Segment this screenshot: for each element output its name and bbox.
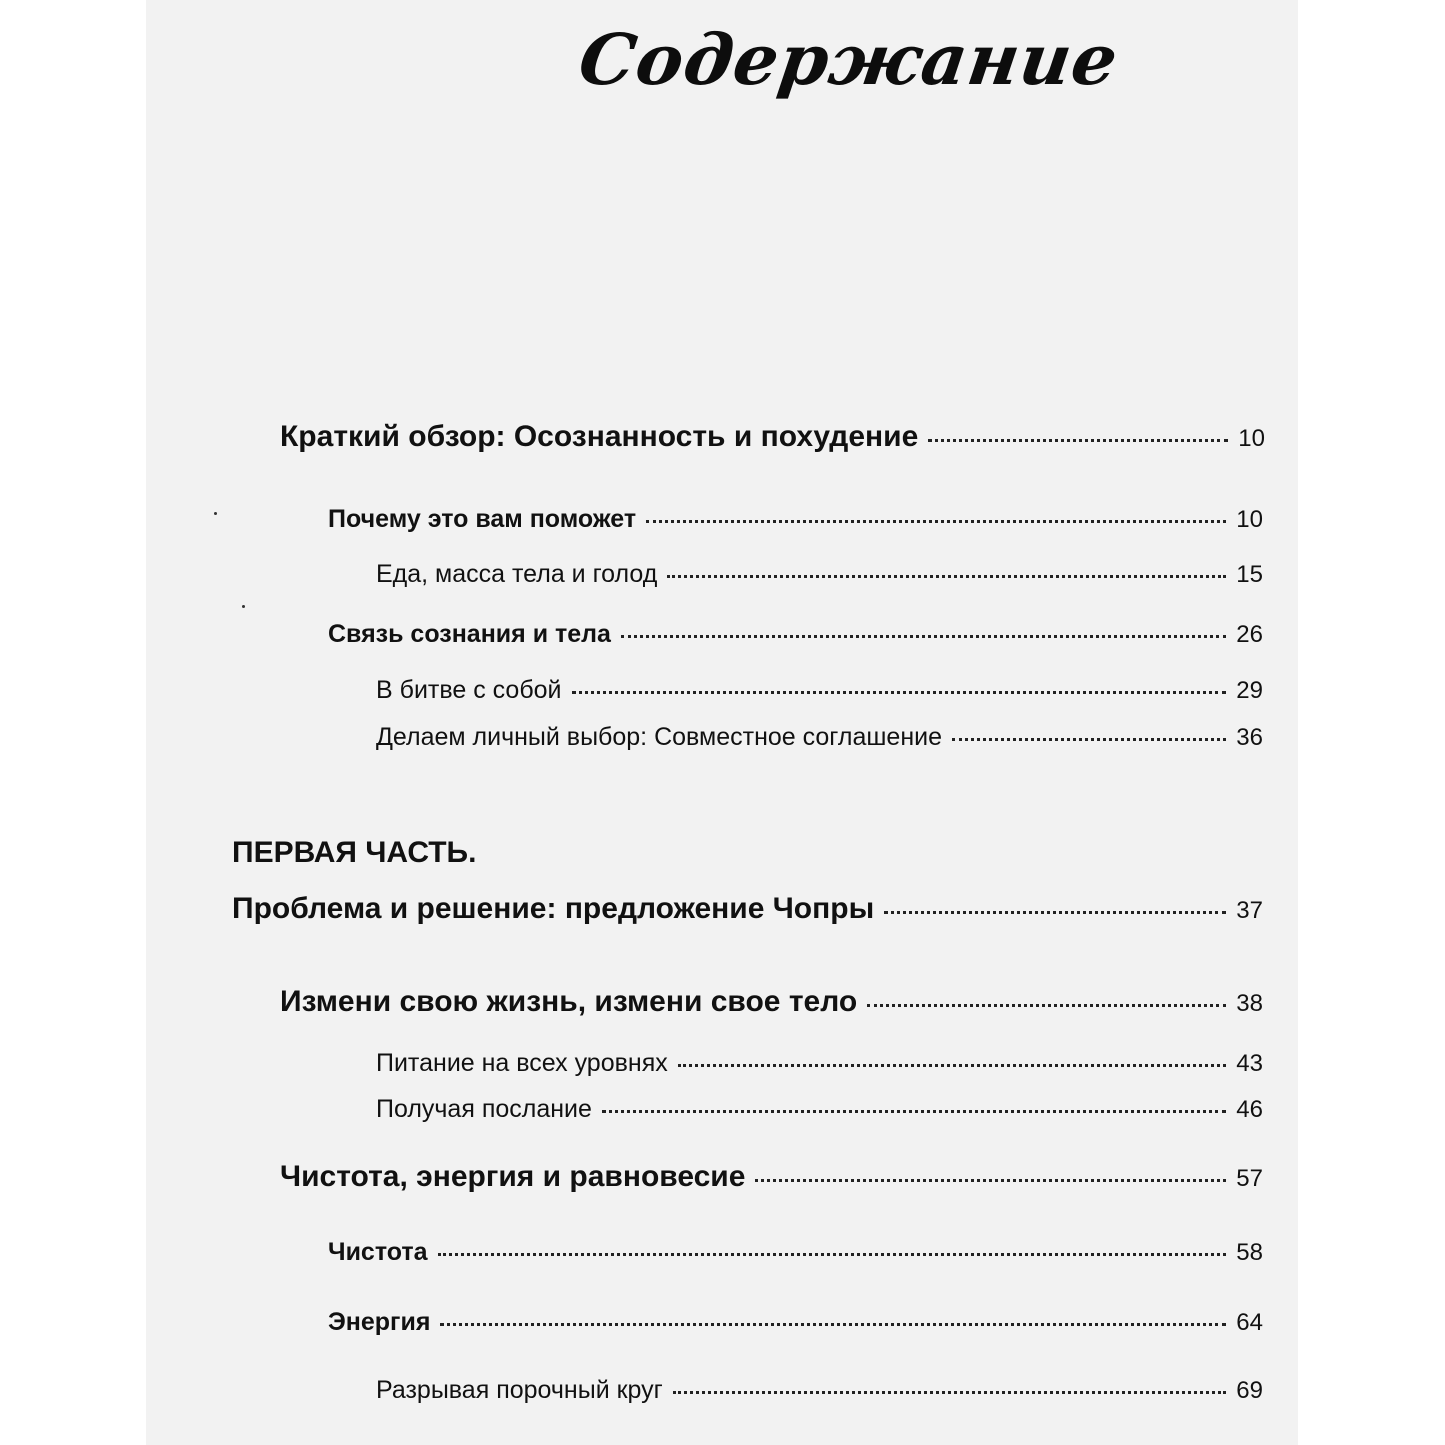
print-speck [242, 605, 245, 608]
page-title: Содержание [574, 18, 1124, 101]
toc-entry-label: Проблема и решение: предложение Чопры [232, 892, 875, 925]
toc-entry-label: Получая послание [376, 1095, 592, 1123]
toc-entry[interactable] [280, 420, 1265, 454]
toc-entry[interactable] [328, 1238, 1263, 1267]
toc-page-number: 69 [1236, 1377, 1263, 1404]
toc-page-number: 15 [1236, 561, 1263, 588]
toc-entry-label: Измени свою жизнь, измени свое тело [280, 985, 858, 1018]
toc-page-number: 38 [1236, 990, 1263, 1017]
dot-leader [667, 575, 1226, 578]
toc-entry-label: Разрывая порочный круг [376, 1376, 663, 1404]
toc-entry-label: Делаем личный выбор: Совместное соглашение [376, 723, 943, 751]
toc-page-number: 26 [1236, 621, 1263, 648]
toc-page-number: 10 [1238, 425, 1265, 452]
toc-page-number: 29 [1236, 677, 1263, 704]
toc-entry[interactable] [280, 985, 1263, 1019]
toc-entry[interactable] [376, 1095, 1263, 1124]
toc-entry[interactable] [376, 676, 1263, 705]
toc-page-number: 10 [1236, 506, 1263, 533]
dot-leader [952, 738, 1226, 741]
dot-leader [755, 1179, 1226, 1182]
toc-page-number: 37 [1236, 897, 1263, 924]
dot-leader [602, 1110, 1226, 1113]
part-heading: ПЕРВАЯ ЧАСТЬ. [232, 836, 477, 869]
toc-entry-label: Энергия [328, 1308, 431, 1336]
toc-entry-label: В битве с собой [376, 676, 562, 704]
toc-entry-label: Краткий обзор: Осознанность и похудение [280, 420, 919, 453]
toc-entry[interactable] [328, 620, 1263, 649]
toc-page-number: 57 [1236, 1165, 1263, 1192]
dot-leader [646, 520, 1226, 523]
toc-page-number: 36 [1236, 724, 1263, 751]
toc-entry-label: Чистота [328, 1238, 428, 1266]
dot-leader [884, 911, 1226, 914]
toc-entry[interactable] [376, 1049, 1263, 1078]
dot-leader [621, 635, 1226, 638]
toc-entry-label: Чистота, энергия и равновесие [280, 1160, 746, 1193]
dot-leader [678, 1064, 1227, 1067]
toc-entry[interactable] [328, 505, 1263, 534]
dot-leader [572, 691, 1227, 694]
toc-page-number: 43 [1236, 1050, 1263, 1077]
dot-leader [867, 1004, 1226, 1007]
toc-entry[interactable] [376, 1376, 1263, 1405]
toc-entry[interactable] [328, 1308, 1263, 1337]
toc-entry-label: Питание на всех уровнях [376, 1049, 668, 1077]
dot-leader [438, 1253, 1227, 1256]
toc-page-number: 58 [1236, 1239, 1263, 1266]
toc-entry[interactable] [376, 560, 1263, 589]
dot-leader [673, 1391, 1227, 1394]
toc-entry-label: Почему это вам поможет [328, 505, 637, 533]
dot-leader [440, 1323, 1226, 1326]
toc-entry[interactable] [280, 1160, 1263, 1194]
toc-entry[interactable] [232, 892, 1263, 926]
toc-page-number: 64 [1236, 1309, 1263, 1336]
toc-entry[interactable] [376, 723, 1263, 752]
toc-entry-label: Связь сознания и тела [328, 620, 611, 648]
print-speck [214, 512, 217, 515]
toc-entry-label: Еда, масса тела и голод [376, 560, 658, 588]
toc-page-number: 46 [1236, 1096, 1263, 1123]
dot-leader [928, 439, 1228, 442]
